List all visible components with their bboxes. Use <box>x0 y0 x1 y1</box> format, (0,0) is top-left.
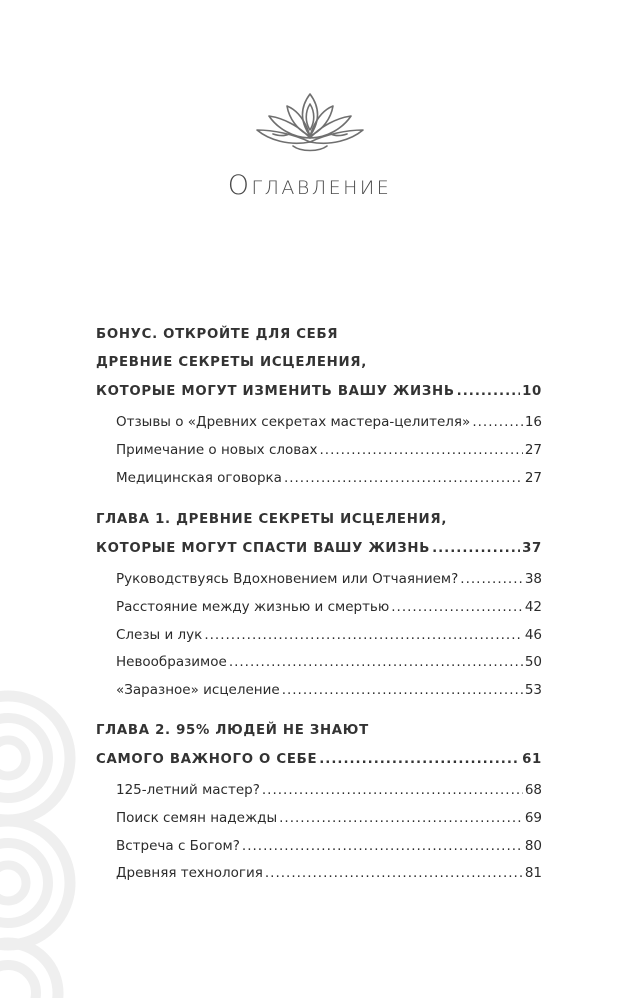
toc-entry[interactable] <box>116 648 542 670</box>
page-number: 10 <box>522 384 542 399</box>
dot-leader <box>391 599 523 615</box>
page-number: 81 <box>524 865 542 881</box>
toc-entry[interactable] <box>116 676 542 698</box>
section-heading-line[interactable] <box>96 505 542 527</box>
section-heading-line[interactable] <box>96 348 542 370</box>
section-heading-line[interactable] <box>96 745 542 767</box>
page-number: 61 <box>522 752 542 767</box>
toc-entry[interactable] <box>116 436 542 458</box>
toc-entry[interactable] <box>116 832 542 854</box>
toc-entry[interactable] <box>116 464 542 486</box>
section-heading-line[interactable] <box>96 377 542 399</box>
page-number: 50 <box>524 654 542 670</box>
section-heading-text: ДРЕВНИЕ СЕКРЕТЫ ИСЦЕЛЕНИЯ, <box>96 355 367 370</box>
page-number: 69 <box>524 810 542 826</box>
section-heading-line[interactable] <box>96 320 542 342</box>
dot-leader <box>204 627 522 643</box>
toc-entry-label: «Заразное» исцеление <box>116 682 280 698</box>
toc-entry[interactable] <box>116 621 542 643</box>
toc-entry-label: Расстояние между жизнью и смертью <box>116 599 390 615</box>
dot-leader <box>282 682 523 698</box>
page-number: 37 <box>522 541 542 556</box>
dot-leader <box>460 571 523 587</box>
dot-leader <box>279 810 523 826</box>
toc-entry[interactable] <box>116 565 542 587</box>
section-heading-text: ГЛАВА 2. 95% ЛЮДЕЙ НЕ ЗНАЮТ <box>96 723 369 738</box>
page-number: 80 <box>524 838 542 854</box>
decorative-circles-icon <box>0 688 90 998</box>
toc-entry[interactable] <box>116 776 542 798</box>
page-number: 27 <box>524 470 542 486</box>
page-number: 53 <box>524 682 542 698</box>
dot-leader <box>320 442 523 458</box>
toc-entry-label: Руководствуясь Вдохновением или Отчаянием? <box>116 571 459 587</box>
dot-leader <box>229 654 523 670</box>
page-number: 16 <box>524 414 542 430</box>
toc-entry[interactable] <box>116 408 542 430</box>
toc-entry-label: Древняя технология <box>116 865 263 881</box>
dot-leader <box>284 470 523 486</box>
toc-entry-label: Встреча с Богом? <box>116 838 240 854</box>
toc-entry-label: Медицинская оговорка <box>116 470 282 486</box>
page-number: 68 <box>524 782 542 798</box>
page-title: Оглавление <box>227 170 392 201</box>
toc-entry-label: Невообразимое <box>116 654 227 670</box>
toc-entry-label: 125-летний мастер? <box>116 782 260 798</box>
dot-leader <box>319 752 520 767</box>
section-heading-text: САМОГО ВАЖНОГО О СЕБЕ <box>96 752 318 767</box>
toc-entry-label: Примечание о новых словах <box>116 442 318 458</box>
section-heading-line[interactable] <box>96 534 542 556</box>
dot-leader <box>472 414 522 430</box>
section-heading-text: БОНУС. ОТКРОЙТЕ ДЛЯ СЕБЯ <box>96 327 339 342</box>
toc-entry[interactable] <box>116 804 542 826</box>
toc-entry-label: Отзывы о «Древних секретах мастера-целителя» <box>116 414 471 430</box>
toc-entry[interactable] <box>116 859 542 881</box>
section-heading-text: КОТОРЫЕ МОГУТ ИЗМЕНИТЬ ВАШУ ЖИЗНЬ <box>96 384 455 399</box>
dot-leader <box>242 838 523 854</box>
dot-leader <box>265 865 523 881</box>
dot-leader <box>457 384 520 399</box>
page-number: 42 <box>524 599 542 615</box>
toc-entry-label: Слезы и лук <box>116 627 203 643</box>
page-number: 27 <box>524 442 542 458</box>
toc-entry[interactable] <box>116 593 542 615</box>
section-heading-text: КОТОРЫЕ МОГУТ СПАСТИ ВАШУ ЖИЗНЬ <box>96 541 431 556</box>
section-heading-text: ГЛАВА 1. ДРЕВНИЕ СЕКРЕТЫ ИСЦЕЛЕНИЯ, <box>96 512 448 527</box>
page-number: 38 <box>524 571 542 587</box>
page-number: 46 <box>524 627 542 643</box>
lotus-ornament-icon <box>253 90 367 160</box>
toc-entry-label: Поиск семян надежды <box>116 810 278 826</box>
section-heading-line[interactable] <box>96 716 542 738</box>
dot-leader <box>432 541 520 556</box>
dot-leader <box>262 782 523 798</box>
